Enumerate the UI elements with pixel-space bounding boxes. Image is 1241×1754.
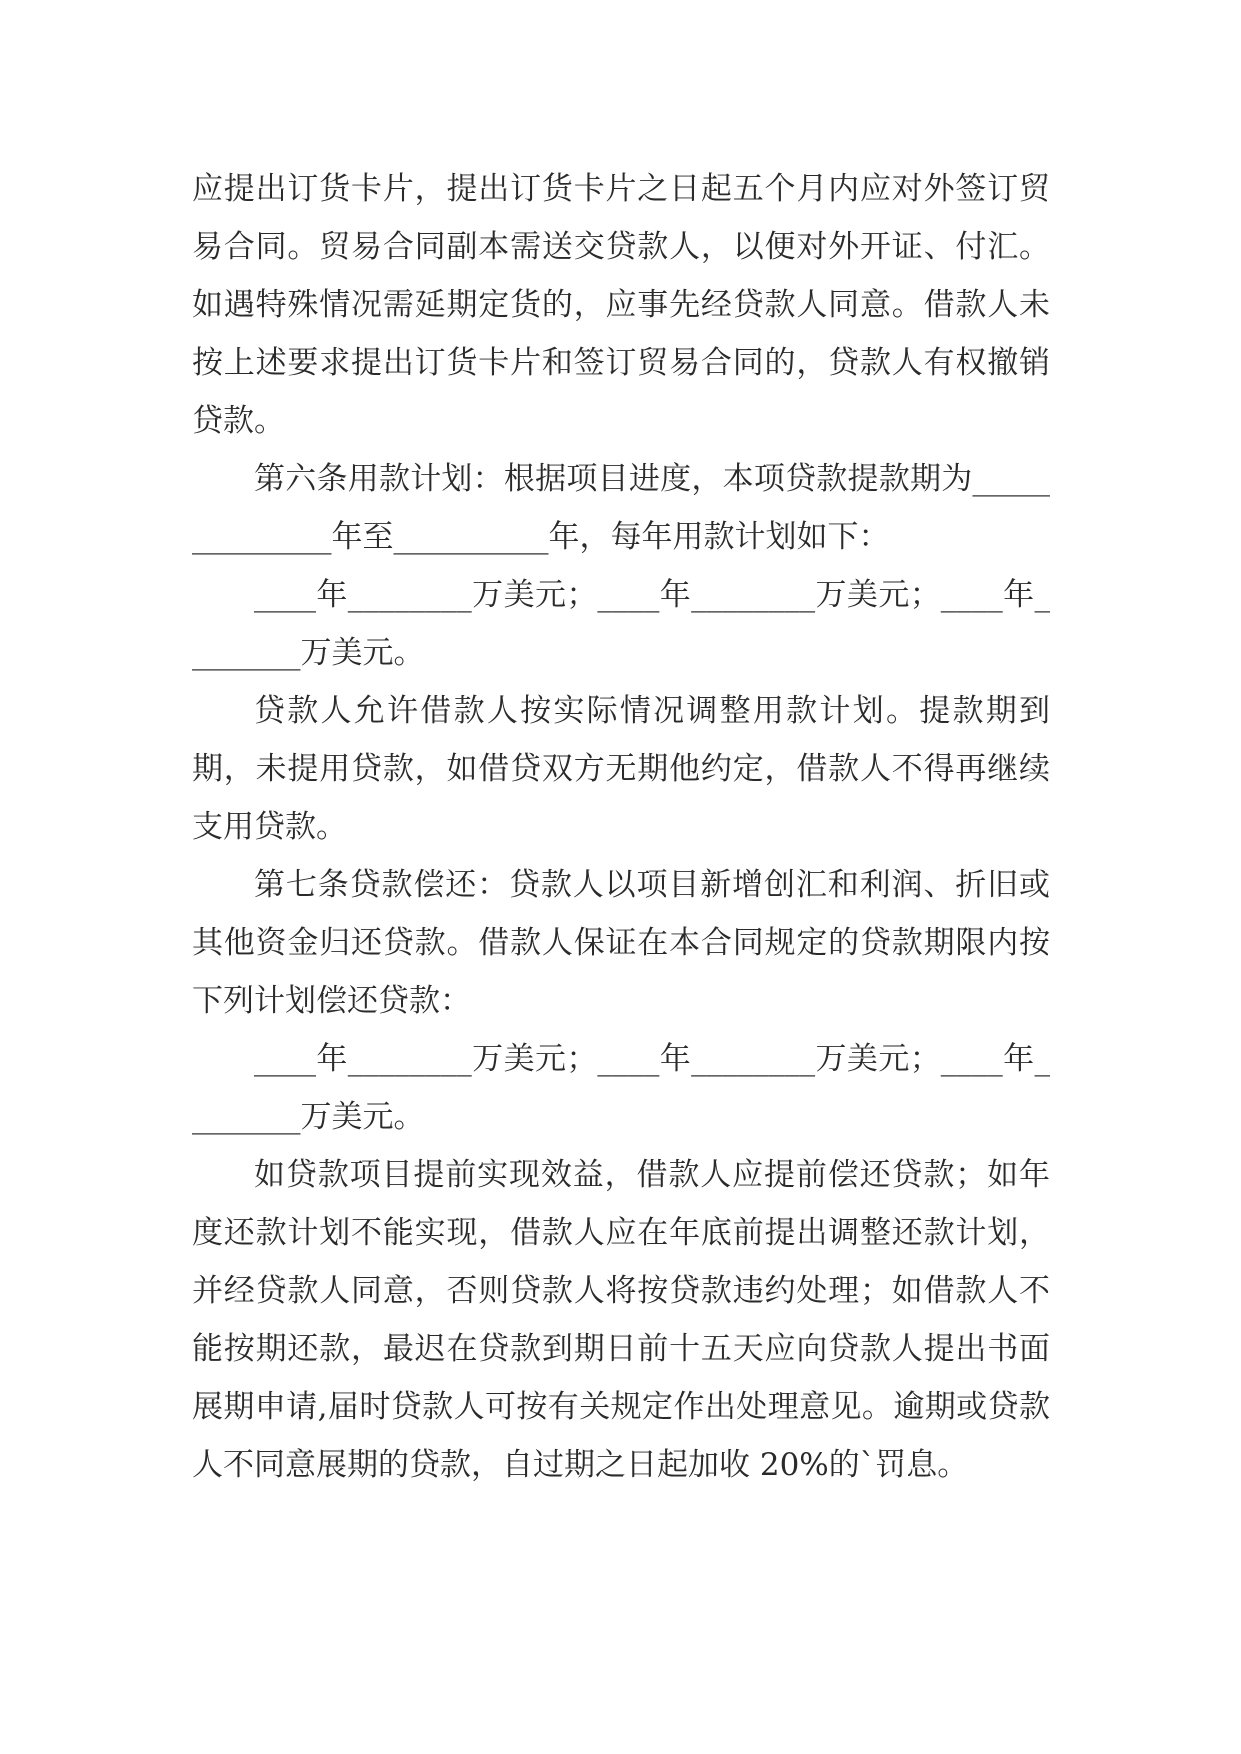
paragraph-repayment-plan-blanks: ____年________万美元；____年________万美元；____年________万美元。 [192,1041,1050,1135]
document-body [192,160,1050,1494]
paragraph-article-7-repayment: 第七条贷款偿还：贷款人以项目新增创汇和利润、折旧或其他资金归还贷款。借款人保证在本合同规定的贷款期限内按下列计划偿还贷款： [192,867,1050,1019]
paragraph-early-repayment-and-penalty: 如贷款项目提前实现效益，借款人应提前偿还贷款；如年度还款计划不能实现，借款人应在年底前提出调整还款计划，并经贷款人同意，否则贷款人将按贷款违约处理；如借款人不能按期还款，最迟在贷款到期日前十五天应向贷款人提出书面展期申请,届时贷款人可按有关规定作出处理意见。逾期或贷款人不同意展期的贷款，自过期之日起加收 20%的`罚息。 [192,1157,1050,1483]
paragraph-plan-adjustment: 贷款人允许借款人按实际情况调整用款计划。提款期到期，未提用贷款，如借贷双方无期他约定，借款人不得再继续支用贷款。 [192,693,1050,845]
paragraph-usage-plan-blanks: ____年________万美元；____年________万美元；____年________万美元。 [192,577,1050,671]
paragraph-ordering-cards: 应提出订货卡片，提出订货卡片之日起五个月内应对外签订贸易合同。贸易合同副本需送交贷款人，以便对外开证、付汇。如遇特殊情况需延期定货的，应事先经贷款人同意。借款人未按上述要求提出订货卡片和签订贸易合同的，贷款人有权撤销贷款。 [192,171,1050,439]
paragraph-article-6-usage-plan: 第六条用款计划：根据项目进度，本项贷款提款期为______________年至__________年，每年用款计划如下： [192,461,1050,555]
